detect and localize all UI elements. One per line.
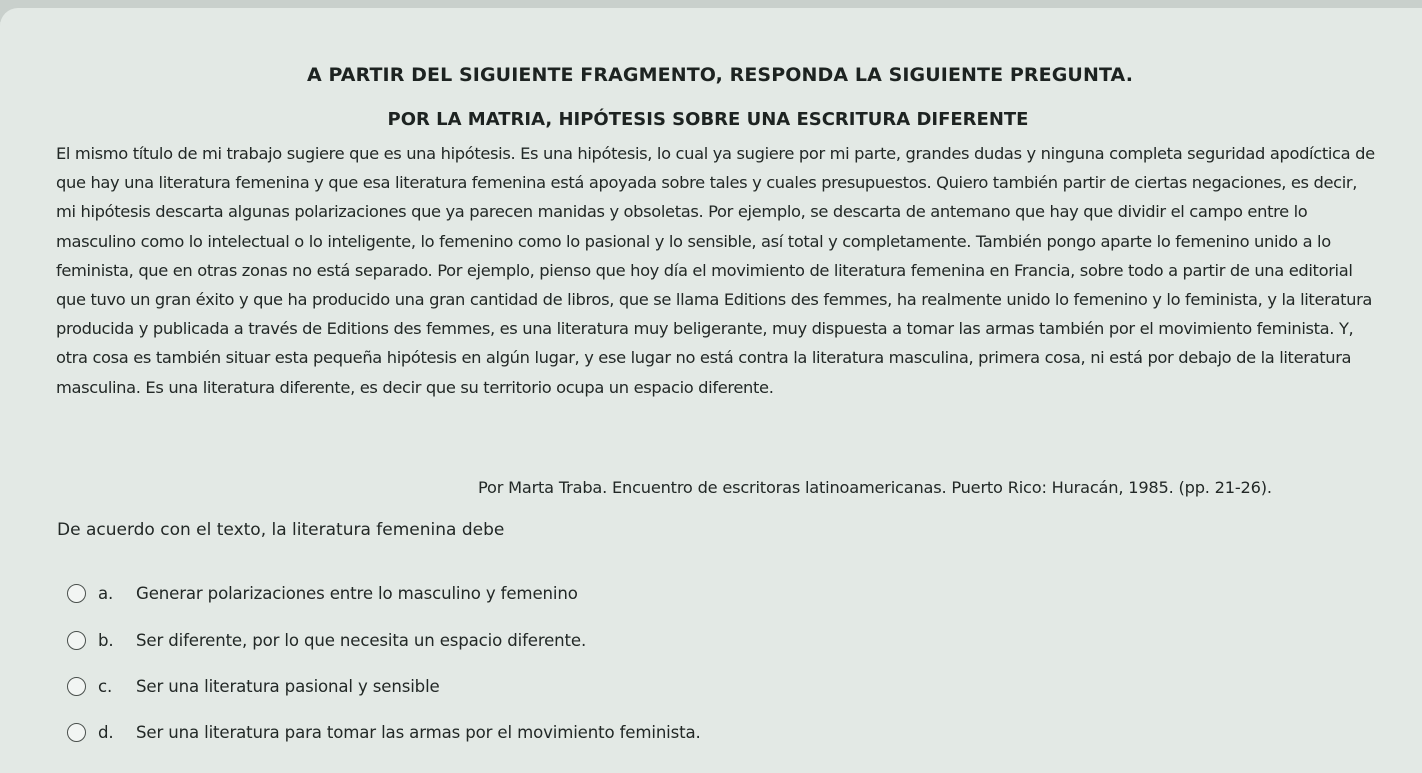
- option-d-text: Ser una literatura para tomar las armas por el movimiento feminista.: [136, 722, 701, 742]
- question-stem: De acuerdo con el texto, la literatura femenina debe: [57, 520, 505, 540]
- option-a-text: Generar polarizaciones entre lo masculino y femenino: [136, 583, 578, 603]
- answer-option-a[interactable]: [67, 579, 578, 607]
- radio-option-a[interactable]: [67, 584, 86, 603]
- option-c-text: Ser una literatura pasional y sensible: [136, 676, 440, 696]
- question-card: [0, 8, 1422, 773]
- radio-option-d[interactable]: [67, 723, 86, 742]
- question-heading: A PARTIR DEL SIGUIENTE FRAGMENTO, RESPONDA LA SIGUIENTE PREGUNTA.: [306, 64, 1134, 86]
- answer-option-d[interactable]: [67, 718, 701, 746]
- option-c-letter: c.: [98, 676, 113, 696]
- citation: Por Marta Traba. Encuentro de escritoras latinoamericanas. Puerto Rico: Huracán, 1985. (pp. 21-26).: [478, 478, 1272, 497]
- option-d-letter: d.: [98, 722, 114, 742]
- option-b-text: Ser diferente, por lo que necesita un espacio diferente.: [136, 630, 587, 650]
- answer-option-b[interactable]: [67, 626, 586, 654]
- radio-option-c[interactable]: [67, 677, 86, 696]
- answer-option-c[interactable]: [67, 672, 440, 700]
- radio-option-b[interactable]: [67, 631, 86, 650]
- text-fragment: El mismo título de mi trabajo sugiere que es una hipótesis. Es una hipótesis, lo cual ya sugiere por mi parte, grandes dudas y ninguna completa seguridad apodíctica de que hay una literatura femenina y que esa literatura femenina está apoyada sobre tales y cuales presupuestos. Quiero también partir de ciertas negaciones, es decir, mi hipótesis descarta algunas polarizaciones que ya parecen manidas y obsoletas. Por ejemplo, se descarta de antemano que hay que dividir el campo entre lo masculino como lo intelectual o lo inteligente, lo femenino como lo pasional y lo sensible, así total y completamente. También pongo aparte lo femenino unido a lo feminista, que en otras zonas no está separado. Por ejemplo, pienso que hoy día el movimiento de literatura femenina en Francia, sobre todo a partir de una editorial que tuvo un gran éxito y que ha producido una gran cantidad de libros, que se llama Editions des femmes, ha realmente unido lo femenino y lo feminista, y la literatura producida y publicada a través de Editions des femmes, es una literatura muy beligerante, muy dispuesta a tomar las armas también por el movimiento feminista. Y, otra cosa es también situar esta pequeña hipótesis en algún lugar, y ese lugar no está contra la literatura masculina, primera cosa, ni está por debajo de la literatura masculina. Es una literatura diferente, es decir que su territorio ocupa un espacio diferente.: [56, 144, 1375, 397]
- option-b-letter: b.: [98, 630, 114, 650]
- text-title: POR LA MATRIA, HIPÓTESIS SOBRE UNA ESCRITURA DIFERENTE: [387, 109, 1029, 130]
- option-a-letter: a.: [98, 583, 114, 603]
